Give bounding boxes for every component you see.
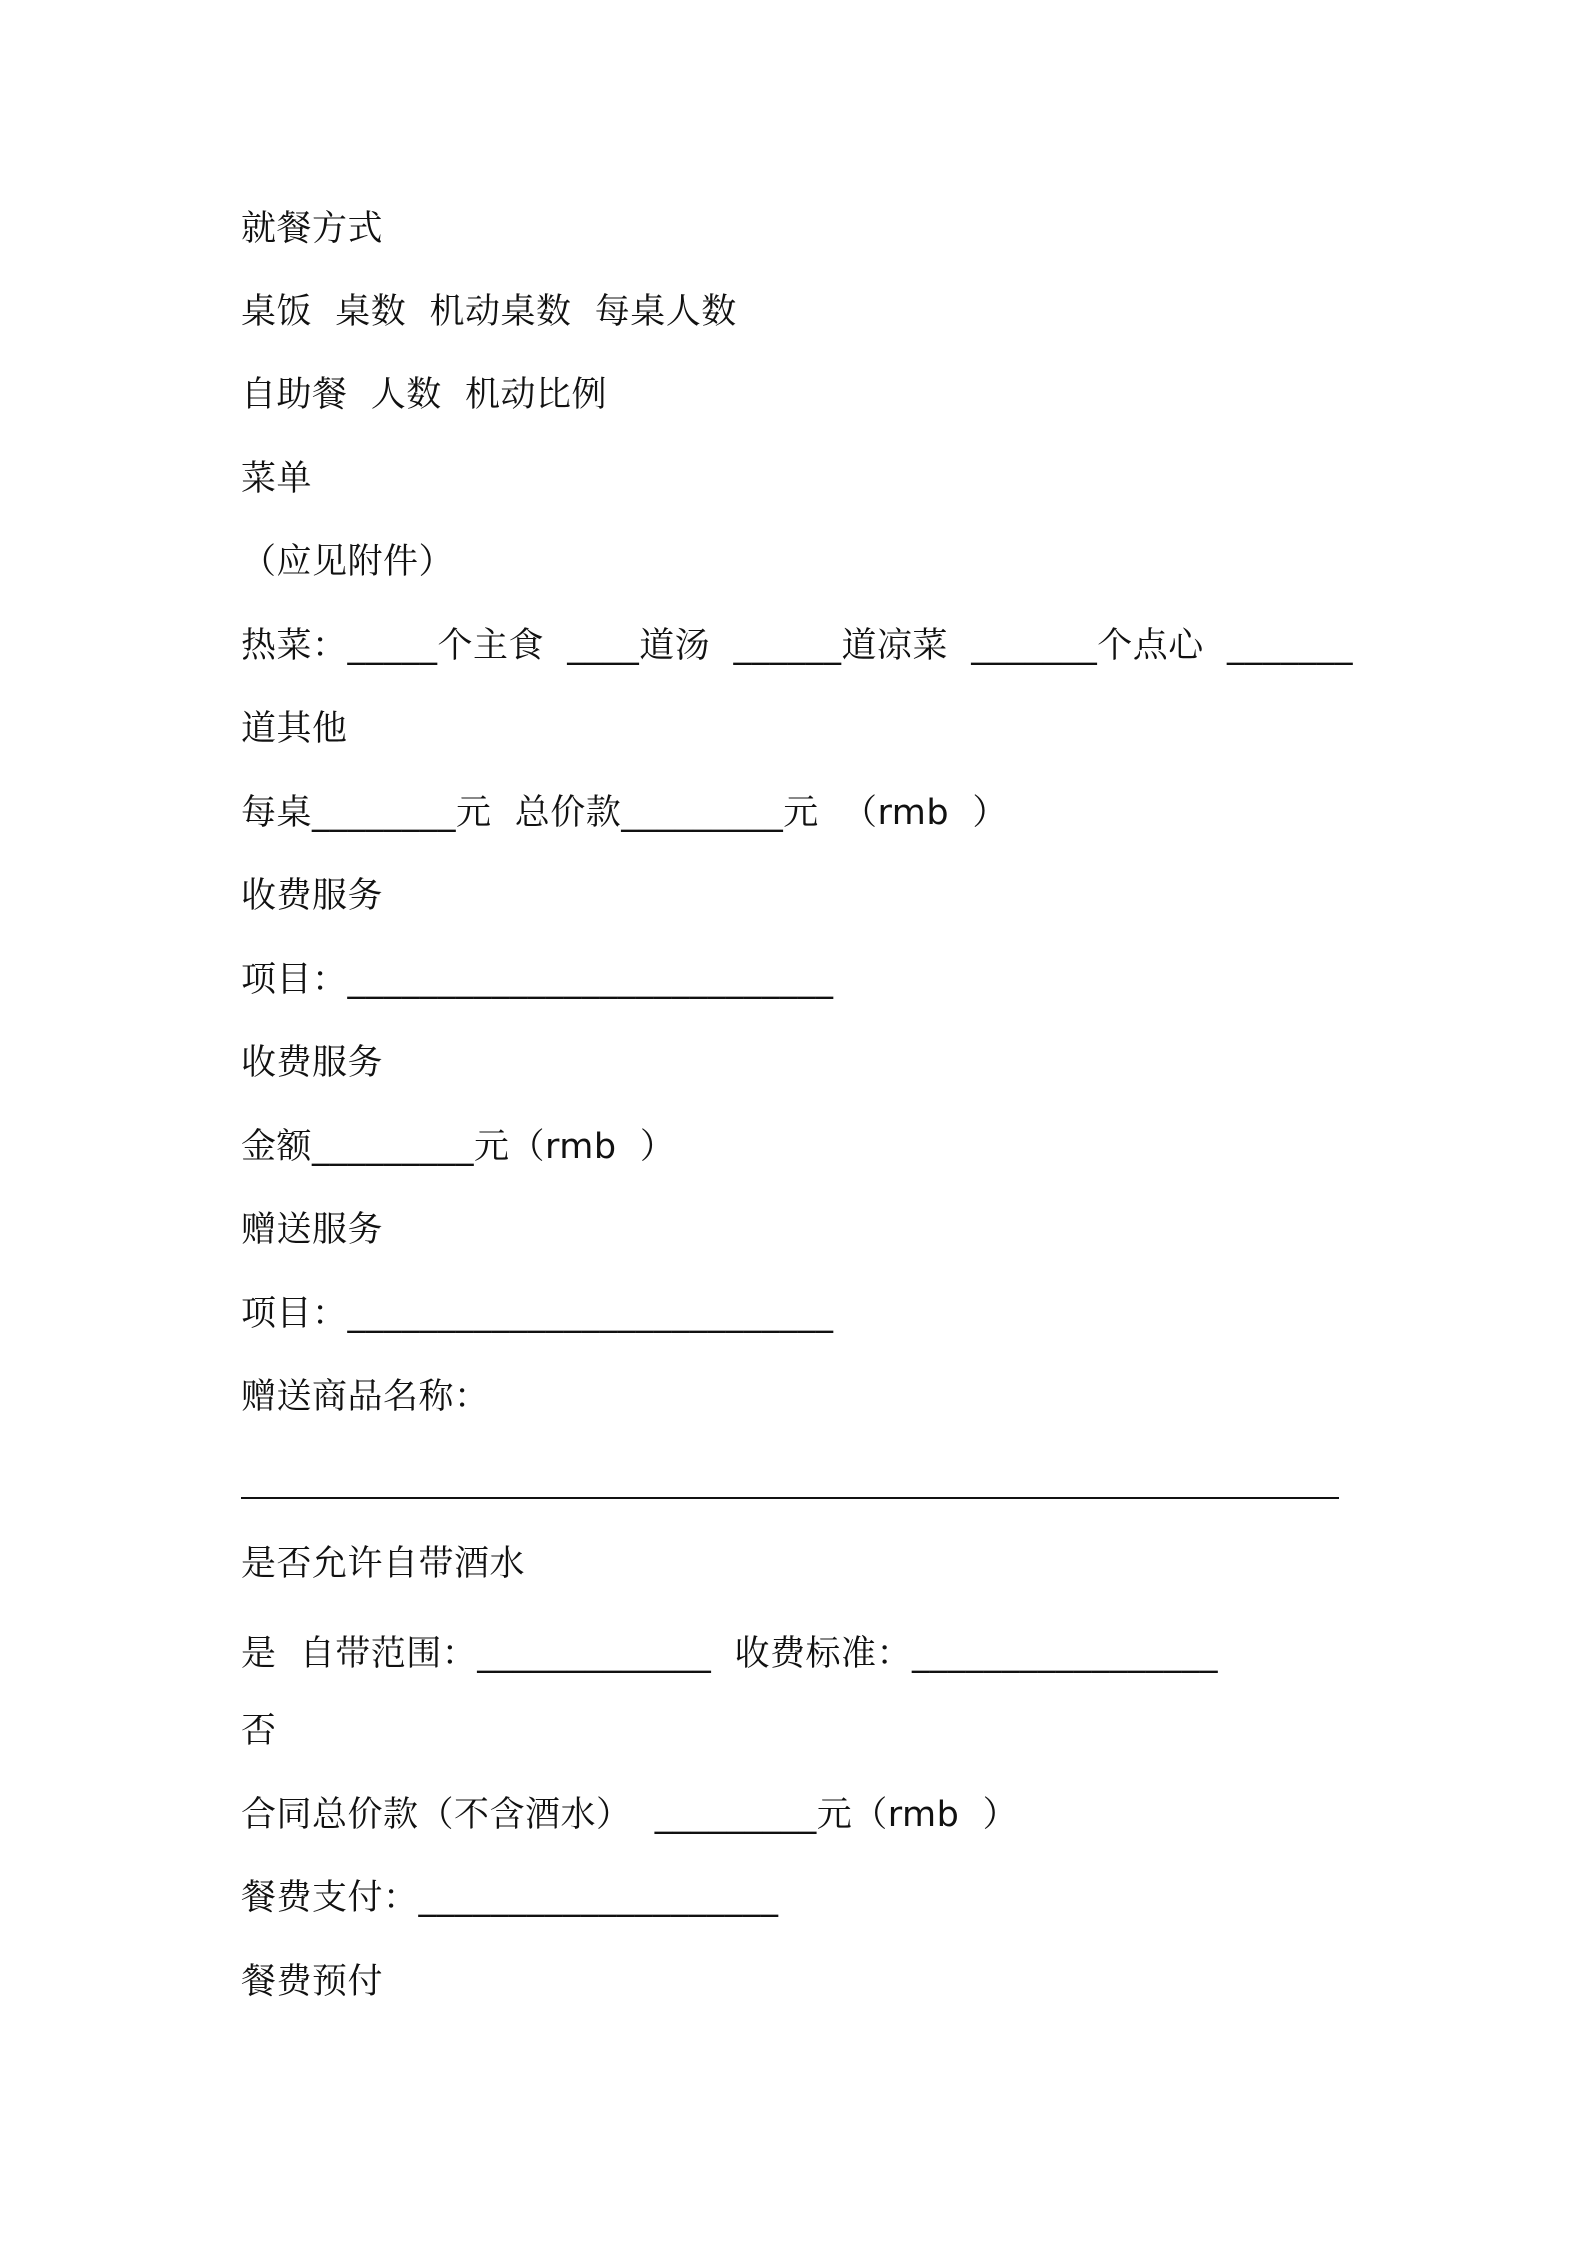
menu-heading: 菜单 — [241, 459, 313, 499]
paid-service-item-line: 项目：___________________________ — [241, 960, 834, 1000]
dining-method-heading: 就餐方式 — [241, 209, 384, 249]
own-drinks-yes-line: 是 自带范围：_____________ 收费标准：_________________ — [241, 1634, 1219, 1674]
gift-name-blank-line — [241, 1497, 1339, 1499]
free-service-item-line: 项目：___________________________ — [241, 1294, 834, 1334]
menu-attachment-note: （应见附件） — [241, 542, 455, 582]
paid-service-heading: 收费服务 — [241, 876, 384, 916]
paid-service-amount-line: 金额_________元（rmb ） — [241, 1127, 676, 1167]
dish-count-other-line: 道其他 — [241, 709, 348, 749]
table-meal-line: 桌饭 桌数 机动桌数 每桌人数 — [241, 292, 737, 332]
gift-name-label: 赠送商品名称： — [241, 1377, 490, 1417]
contract-total-line: 合同总价款（不含酒水） _________元（rmb ） — [241, 1795, 1019, 1835]
paid-service-heading-2: 收费服务 — [241, 1043, 384, 1083]
own-drinks-no-line: 否 — [241, 1711, 277, 1751]
meal-prepayment-heading: 餐费预付 — [241, 1962, 384, 2002]
own-drinks-heading: 是否允许自带酒水 — [241, 1544, 526, 1584]
price-per-table-line: 每桌________元 总价款_________元 （rmb ） — [241, 793, 1008, 833]
dish-count-line: 热菜：_____个主食 ____道汤 ______道凉菜 _______个点心 _______ — [241, 626, 1354, 666]
meal-payment-line: 餐费支付：____________________ — [241, 1878, 779, 1918]
free-service-heading: 赠送服务 — [241, 1210, 384, 1250]
buffet-line: 自助餐 人数 机动比例 — [241, 375, 608, 415]
